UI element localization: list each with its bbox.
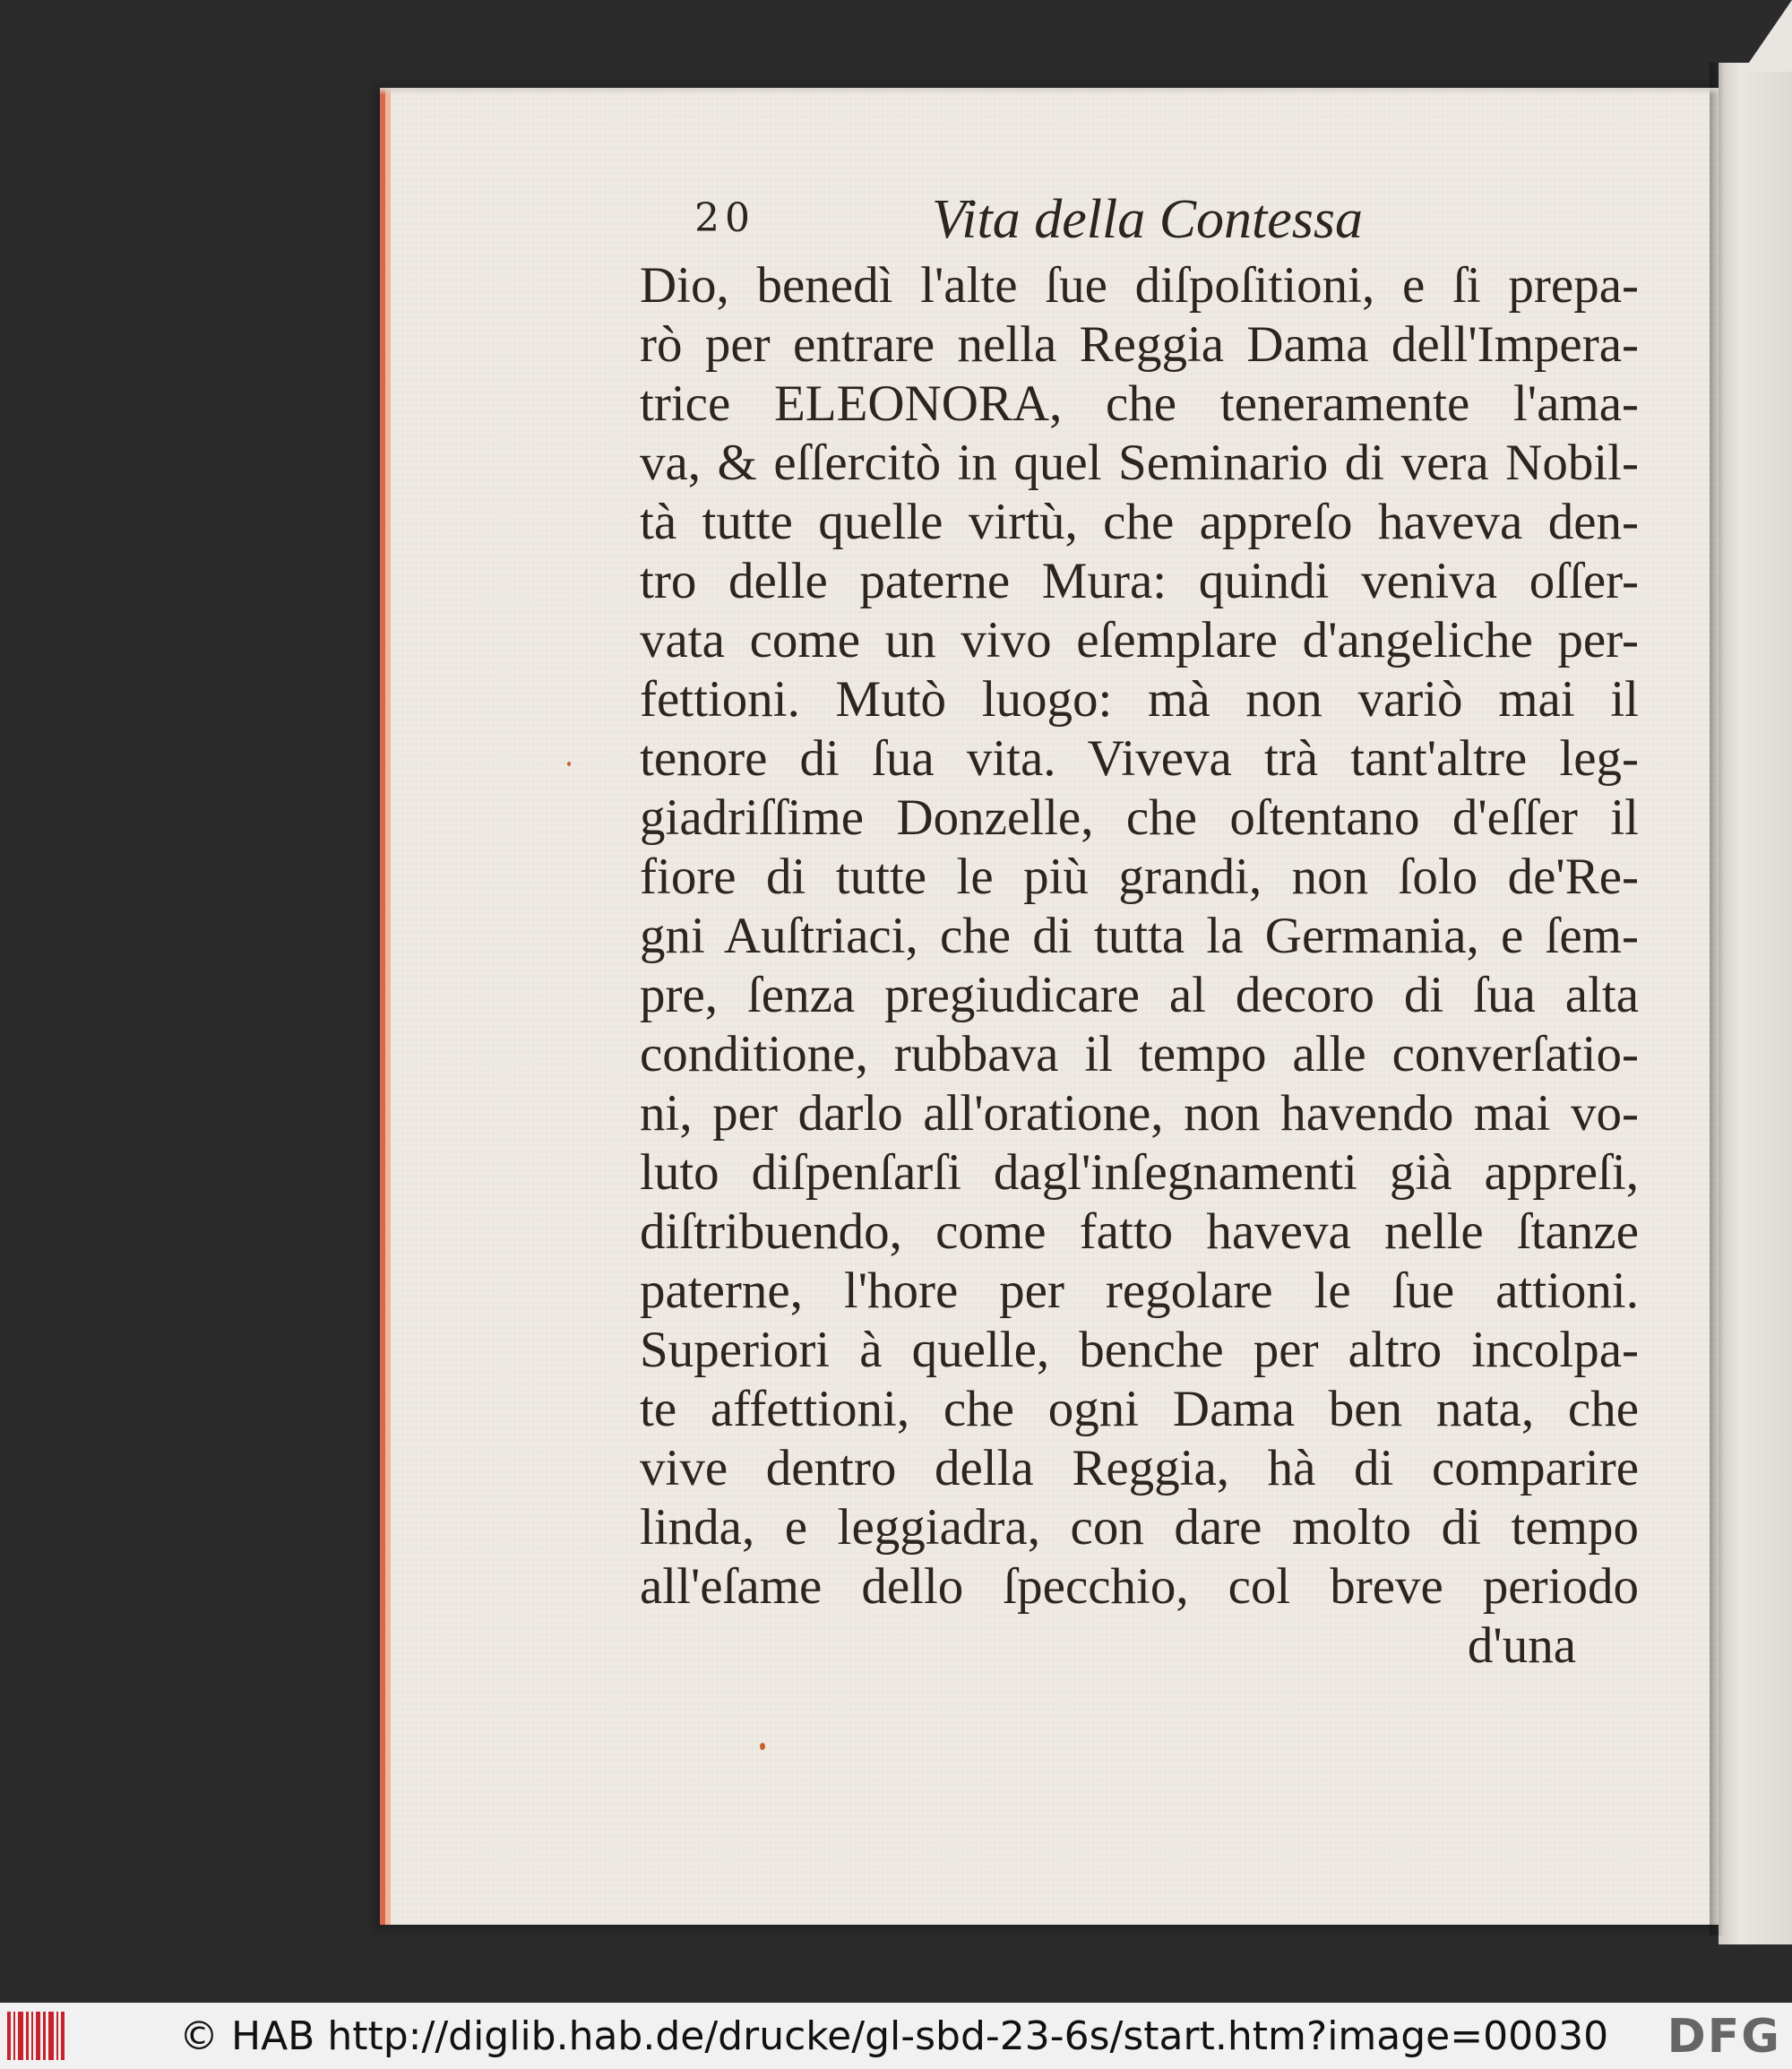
text-line: all'eſame dello ſpecchio, col breve periodo <box>640 1558 1639 1615</box>
text-line: rò per entrare nella Reggia Dama dell'Impera- <box>640 316 1639 373</box>
text-line: pre, ſenza pregiudicare al decoro di ſua alta <box>640 967 1639 1023</box>
text-line: te affettioni, che ogni Dama ben nata, che <box>640 1381 1639 1437</box>
page-top-edge <box>380 88 1719 95</box>
dfg-logo: DFG <box>1667 2010 1781 2064</box>
footer-bar <box>0 2003 1792 2069</box>
running-head <box>694 188 1364 251</box>
text-line: gni Auſtriaci, che di tutta la Germania, e ſem- <box>640 908 1639 964</box>
footer-attribution-link[interactable]: © HAB http://diglib.hab.de/drucke/gl-sbd-23-6s/start.htm?image=00030 <box>179 2013 1609 2059</box>
text-line: diſtribuendo, come fatto haveva nelle ſtanze <box>640 1203 1639 1260</box>
text-line: Dio, benedì l'alte ſue diſpoſitioni, e ſi prepa- <box>640 257 1639 314</box>
text-line: conditione, rubbava il tempo alle converſatio- <box>640 1026 1639 1082</box>
text-line: va, & eſſercitò in quel Seminario di vera Nobil- <box>640 435 1639 491</box>
ink-speck <box>567 762 571 766</box>
next-page-edge <box>1719 63 1792 1944</box>
text-line: ni, per darlo all'oratione, non havendo mai vo- <box>640 1085 1639 1142</box>
red-page-edge <box>380 88 394 1925</box>
running-head-title: Vita della Contessa <box>932 189 1364 250</box>
text-line: vive dentro della Reggia, hà di comparire <box>640 1440 1639 1496</box>
text-line: luto diſpenſarſi dagl'inſegnamenti già appreſi, <box>640 1144 1639 1201</box>
catchword: d'una <box>1467 1617 1576 1674</box>
text-line: fiore di tutte le più grandi, non ſolo de'Re- <box>640 849 1639 905</box>
body-text <box>640 256 1639 1676</box>
page-corner <box>1743 0 1792 72</box>
ink-speck <box>760 1743 765 1750</box>
text-line: fettioni. Mutò luogo: mà non variò mai il <box>640 671 1639 728</box>
text-line: linda, e leggiadra, con dare molto di tempo <box>640 1499 1639 1556</box>
hab-barcode-icon <box>7 2012 73 2060</box>
text-line: trice ELEONORA, che teneramente l'ama- <box>640 375 1639 432</box>
text-line: tà tutte quelle virtù, che appreſo haveva den- <box>640 494 1639 550</box>
text-line: paterne, l'hore per regolare le ſue attioni. <box>640 1263 1639 1319</box>
text-line: vata come un vivo eſemplare d'angeliche per- <box>640 612 1639 668</box>
gutter-shadow <box>1710 63 1724 1935</box>
text-line: giadriſſime Donzelle, che oſtentano d'eſſer il <box>640 789 1639 846</box>
page-number: 20 <box>694 195 755 241</box>
text-line: Superiori à quelle, benche per altro incolpa- <box>640 1322 1639 1378</box>
text-line: tro delle paterne Mura: quindi veniva oſſer- <box>640 553 1639 609</box>
text-line: tenore di ſua vita. Viveva trà tant'altre leg- <box>640 730 1639 787</box>
